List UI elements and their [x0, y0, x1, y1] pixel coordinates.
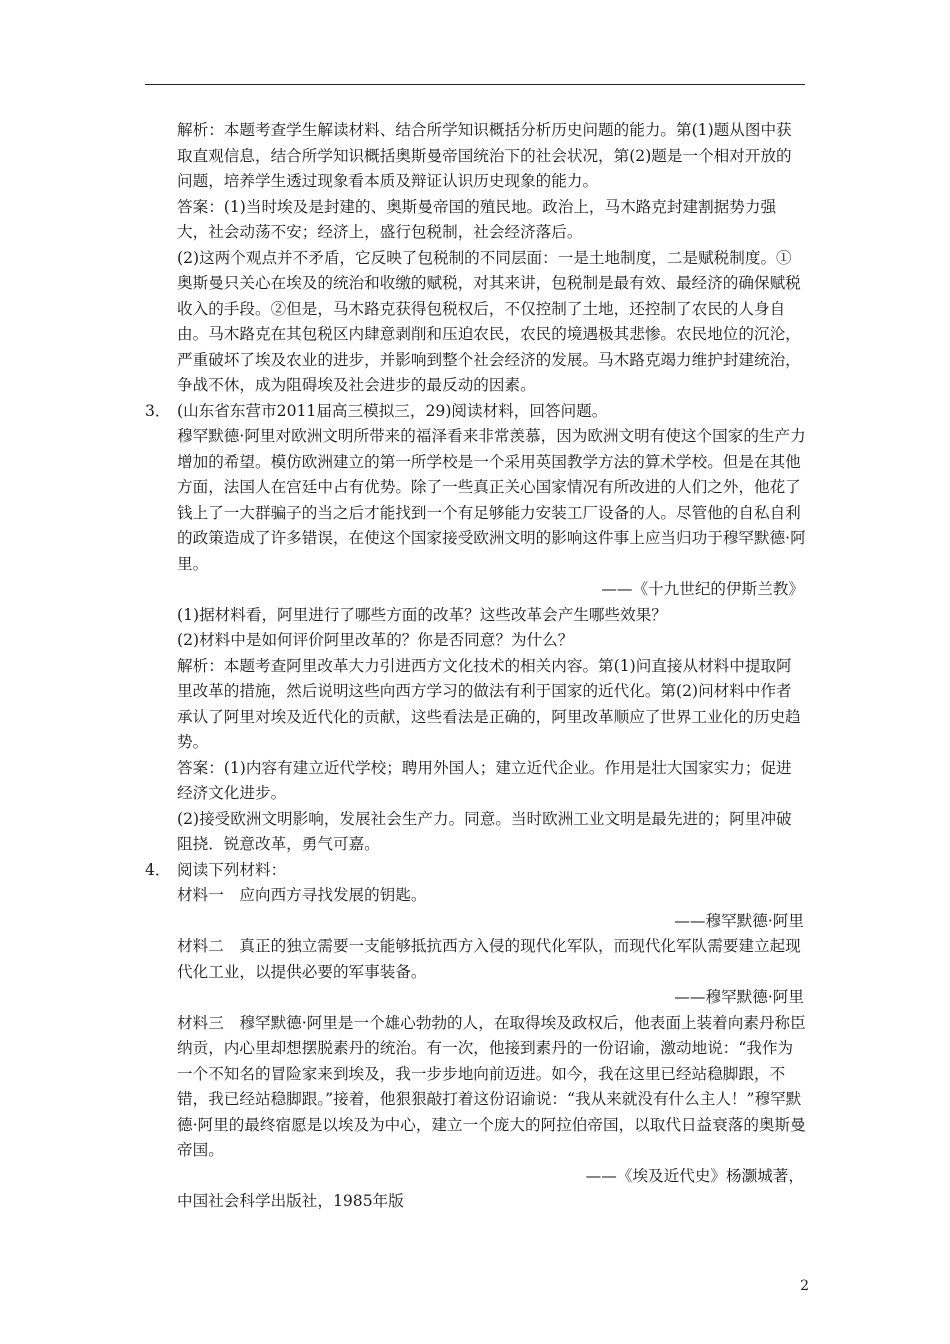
analysis-paragraph: 解析：本题考查阿里改革大力引进西方文化技术的相关内容。第(1)问直接从材料中提取阿里改革的措施，然后说明这些向西方学习的做法有利于国家的近代化。第(2)问材料中作者承认了阿里对埃及近代化的贡献，这些看法是正确的，阿里改革顺应了世界工业化的历史趋势。 — [177, 656, 801, 751]
material-2: 材料二 真正的独立需要一支能够抵抗西方入侵的现代化军队，而现代化军队需要建立起现代化工业，以提供必要的军事装备。 — [177, 937, 801, 981]
material-1: 材料一 应向西方寻找发展的钥匙。 — [177, 886, 427, 904]
document-body — [0, 118, 950, 1215]
answer-paragraph: 答案：(1)当时埃及是封建的、奥斯曼帝国的殖民地。政治上，马木路克封建割据势力强大，社会动荡不安；经济上，盛行包税制，社会经济落后。 — [177, 197, 777, 241]
answer-paragraph: 答案：(1)内容有建立近代学校；聘用外国人；建立近代企业。作用是壮大国家实力；促进经济文化进步。 — [177, 758, 792, 802]
answer-paragraph-2: (2)接受欧洲文明影响，发展社会生产力。同意。当时欧洲工业文明是最先进的；阿里冲破阻挠．锐意改革，勇气可嘉。 — [177, 809, 792, 853]
material-3: 材料三 穆罕默德·阿里是一个雄心勃勃的人，在取得埃及政权后，他表面上装着向素丹称臣纳贡，内心里却想摆脱素丹的统治。有一次，他接到素丹的一份诏谕，激动地说：“我作为一个不知名的冒险家来到埃及，我一步步地向前迈进。如今，我在这里已经站稳脚跟，不错，我已经站稳脚跟。”接着，他狠狠敲打着这份诏谕说：“我从来就没有什么主人！”穆罕默德·阿里的最终宿愿是以埃及为中心，建立一个庞大的阿拉伯帝国，以取代日益衰落的奥斯曼帝国。 — [177, 1013, 806, 1159]
question-3 — [0, 399, 950, 425]
source-citation: ——穆罕默德·阿里 — [674, 988, 804, 1006]
analysis-paragraph: 解析：本题考查学生解读材料、结合所学知识概括分析历史问题的能力。第(1)题从图中获取直观信息，结合所学知识概括奥斯曼帝国统治下的社会状况，第(2)题是一个相对开放的问题，培养学生透过现象看本质及辩证认识历史现象的能力。 — [177, 121, 792, 190]
material-paragraph: 穆罕默德·阿里对欧洲文明所带来的福泽看来非常羡慕，因为欧洲文明有使这个国家的生产力增加的希望。模仿欧洲建立的第一所学校是一个采用英国教学方法的算术学校。但是在其他方面，法国人在宫廷中占有优势。除了一些真正关心国家情况有所改进的人们之外，他花了钱上了一大群骗子的当之后才能找到一个有足够能力安装工厂设备的人。尽管他的自私自利的政策造成了许多错误，在使这个国家接受欧洲文明的影响这件事上应当归功于穆罕默德·阿里。 — [177, 427, 806, 573]
source-citation: ——《十九世纪的伊斯兰教》 — [601, 580, 804, 598]
publisher-line: 中国社会科学出版社，1985年版 — [177, 1192, 404, 1210]
sub-question-2: (2)材料中是如何评价阿里改革的？你是否同意？为什么？ — [177, 631, 574, 649]
question-text: (山东省东营市2011届高三模拟三，29)阅读材料，回答问题。 — [177, 401, 608, 420]
question-number: 4． — [145, 860, 171, 879]
source-citation: ——《埃及近代史》杨灏城著， — [585, 1166, 804, 1185]
page-number: 2 — [800, 1278, 809, 1294]
header-rule — [145, 84, 805, 85]
question-number: 3． — [145, 401, 171, 420]
answer-paragraph-2: (2)这两个观点并不矛盾，它反映了包税制的不同层面：一是土地制度，二是赋税制度。①奥斯曼只关心在埃及的统治和收缴的赋税，对其来讲，包税制是最有效、最经济的确保赋税收入的手段。②但是，马木路克获得包税权后，不仅控制了土地，还控制了农民的人身自由。马木路克在其包税区内肆意剥削和压迫农民，农民的境遇极其悲惨。农民地位的沉沦，严重破坏了埃及农业的进步，并影响到整个社会经济的发展。马木路克竭力维护封建统治，争战不休，成为阻碍埃及社会进步的最反动的因素。 — [177, 248, 801, 394]
source-citation: ——穆罕默德·阿里 — [674, 911, 804, 930]
question-text: 阅读下列材料： — [177, 860, 287, 879]
sub-question-1: (1)据材料看，阿里进行了哪些方面的改革？这些改革会产生哪些效果？ — [177, 605, 667, 624]
question-4 — [0, 858, 950, 884]
